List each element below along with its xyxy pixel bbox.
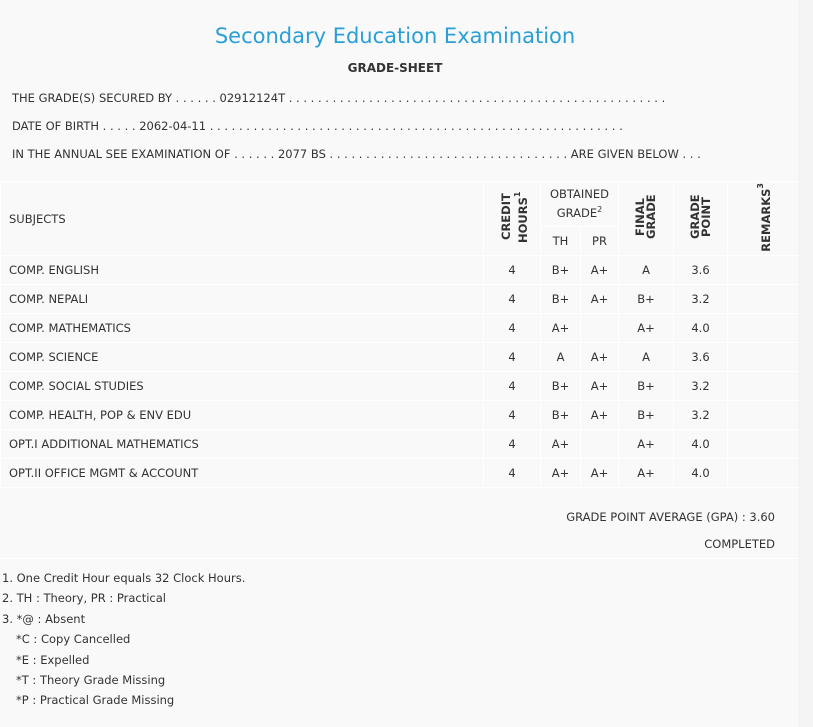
cell-subject: OPT.I ADDITIONAL MATHEMATICS bbox=[1, 430, 484, 459]
header-point: GRADE POINT bbox=[674, 182, 728, 256]
cell-credit: 4 bbox=[484, 314, 541, 343]
cell-remarks bbox=[728, 401, 799, 430]
cell-point: 4.0 bbox=[674, 459, 728, 488]
cell-pr: A+ bbox=[581, 256, 619, 285]
cell-point: 3.6 bbox=[674, 256, 728, 285]
cell-th: B+ bbox=[541, 256, 581, 285]
exam-line: IN THE ANNUAL SEE EXAMINATION OF . . . . . . 2077 BS . . . . . . . . . . . . . . . . . . . . . . . . . . . . . . . . . ARE GIVEN BELOW . . . bbox=[12, 147, 701, 161]
header-obtained: OBTAINED GRADE$^2$ bbox=[541, 182, 619, 227]
cell-remarks bbox=[728, 256, 799, 285]
note: 1. One Credit Hour equals 32 Clock Hours. bbox=[2, 571, 246, 585]
scrollbar[interactable] bbox=[798, 0, 813, 727]
note: 3. *@ : Absent bbox=[2, 611, 86, 626]
cell-point: 3.6 bbox=[674, 343, 728, 372]
cell-point: 3.2 bbox=[674, 285, 728, 314]
cell-subject: COMP. SOCIAL STUDIES bbox=[1, 372, 484, 401]
cell-subject: COMP. ENGLISH bbox=[1, 256, 484, 285]
cell-credit: 4 bbox=[484, 372, 541, 401]
cell-final: B+ bbox=[619, 372, 674, 401]
cell-pr bbox=[581, 314, 619, 343]
cell-subject: COMP. MATHEMATICS bbox=[1, 314, 484, 343]
cell-pr: A+ bbox=[581, 372, 619, 401]
cell-final: A+ bbox=[619, 314, 674, 343]
footnotes bbox=[2, 568, 245, 711]
note: *P : Practical Grade Missing bbox=[16, 693, 175, 708]
cell-th: A+ bbox=[541, 314, 581, 343]
cell-remarks bbox=[728, 459, 799, 488]
cell-remarks bbox=[728, 372, 799, 401]
cell-final: B+ bbox=[619, 401, 674, 430]
cell-final: B+ bbox=[619, 285, 674, 314]
cell-subject: OPT.II OFFICE MGMT & ACCOUNT bbox=[1, 459, 484, 488]
cell-credit: 4 bbox=[484, 459, 541, 488]
sheet-title: GRADE-SHEET bbox=[347, 61, 443, 75]
cell-point: 3.2 bbox=[674, 372, 728, 401]
note: 2. TH : Theory, PR : Practical bbox=[2, 591, 166, 606]
cell-credit: 4 bbox=[484, 285, 541, 314]
note: *C : Copy Cancelled bbox=[16, 632, 131, 647]
cell-subject: COMP. SCIENCE bbox=[1, 343, 484, 372]
cell-pr: A+ bbox=[581, 401, 619, 430]
cell-subject: COMP. HEALTH, POP & ENV EDU bbox=[1, 401, 484, 430]
divider bbox=[0, 558, 798, 559]
status: COMPLETED bbox=[704, 537, 775, 551]
note: *T : Theory Grade Missing bbox=[16, 673, 166, 688]
cell-credit: 4 bbox=[484, 401, 541, 430]
exam-title: Secondary Education Examination bbox=[214, 24, 576, 48]
cell-final: A bbox=[619, 343, 674, 372]
cell-point: 4.0 bbox=[674, 314, 728, 343]
cell-credit: 4 bbox=[484, 430, 541, 459]
table-row bbox=[1, 459, 799, 488]
secured-by-line: THE GRADE(S) SECURED BY . . . . . . 02912124T . . . . . . . . . . . . . . . . . . . . . . . . . . . . . . . . . . . . . . . . . . . . . . . . . . . . bbox=[12, 91, 666, 105]
cell-final: A+ bbox=[619, 459, 674, 488]
cell-th: A+ bbox=[541, 430, 581, 459]
table-row bbox=[1, 285, 799, 314]
cell-credit: 4 bbox=[484, 343, 541, 372]
table-row bbox=[1, 430, 799, 459]
cell-remarks bbox=[728, 314, 799, 343]
cell-pr: A+ bbox=[581, 459, 619, 488]
header-th: TH bbox=[541, 227, 581, 256]
cell-remarks bbox=[728, 430, 799, 459]
cell-th: B+ bbox=[541, 401, 581, 430]
cell-th: A bbox=[541, 343, 581, 372]
table-row bbox=[1, 314, 799, 343]
cell-th: B+ bbox=[541, 372, 581, 401]
grades-table bbox=[0, 181, 799, 488]
dob-line: DATE OF BIRTH . . . . . 2062-04-11 . . . . . . . . . . . . . . . . . . . . . . . . . . . . . . . . . . . . . . . . . . . . . . . . . . . . . . . . . bbox=[12, 119, 623, 133]
cell-pr: A+ bbox=[581, 343, 619, 372]
cell-final: A bbox=[619, 256, 674, 285]
cell-remarks bbox=[728, 285, 799, 314]
cell-subject: COMP. NEPALI bbox=[1, 285, 484, 314]
gpa: GRADE POINT AVERAGE (GPA) : 3.60 bbox=[566, 510, 775, 524]
table-row bbox=[1, 401, 799, 430]
cell-point: 4.0 bbox=[674, 430, 728, 459]
header-pr: PR bbox=[581, 227, 619, 256]
cell-point: 3.2 bbox=[674, 401, 728, 430]
header-subjects: SUBJECTS bbox=[1, 182, 484, 256]
cell-pr bbox=[581, 430, 619, 459]
header-credit: CREDIT HOURS$^1$ bbox=[484, 182, 541, 256]
cell-final: A+ bbox=[619, 430, 674, 459]
table-row bbox=[1, 343, 799, 372]
cell-th: A+ bbox=[541, 459, 581, 488]
cell-remarks bbox=[728, 343, 799, 372]
cell-pr: A+ bbox=[581, 285, 619, 314]
cell-th: B+ bbox=[541, 285, 581, 314]
note: *E : Expelled bbox=[16, 652, 90, 667]
header-final: FINAL GRADE bbox=[619, 182, 674, 256]
cell-credit: 4 bbox=[484, 256, 541, 285]
table-row bbox=[1, 372, 799, 401]
header-remarks: REMARKS$^3$ bbox=[728, 182, 799, 256]
table-row bbox=[1, 256, 799, 285]
